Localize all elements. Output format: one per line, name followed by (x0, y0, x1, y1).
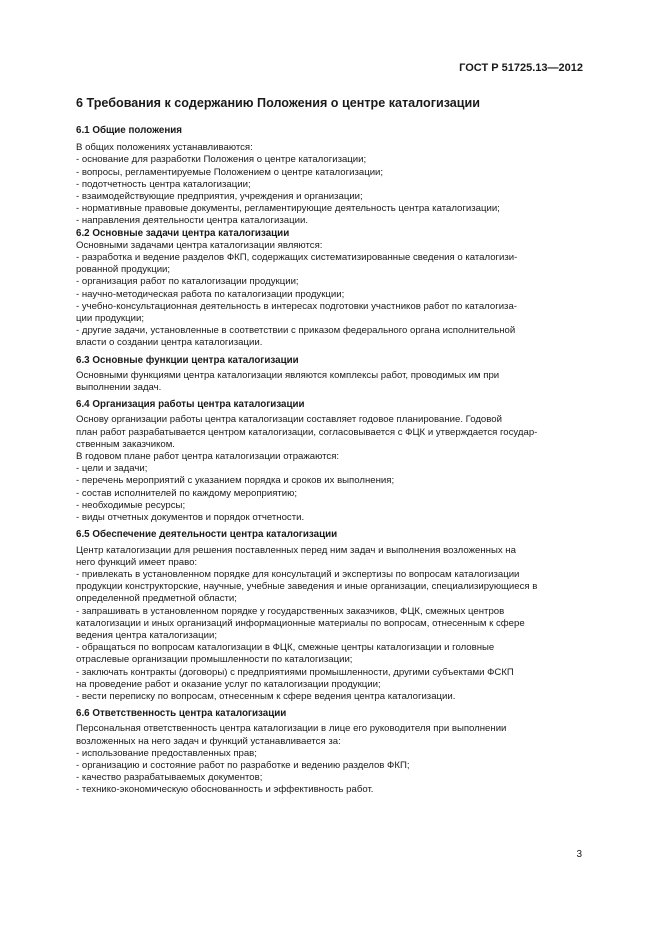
subsection-body-6-3 (76, 370, 583, 394)
document-id: ГОСТ Р 51725.13—2012 (459, 62, 583, 74)
text-line: - запрашивать в установленном порядке у государственных заказчиков, ФЦК, смежных центров (76, 605, 505, 617)
subsection-body-6-1 (76, 142, 583, 227)
text-line: на проведение работ и оказание услуг по каталогизации продукции; (76, 678, 381, 690)
text-line: Персональная ответственность центра каталогизации в лице его руководителя при выполнении (76, 723, 507, 735)
text-line: - разработка и ведение разделов ФКП, содержащих систематизированные сведения о каталогизи- (76, 252, 518, 264)
text-line: - перечень мероприятий с указанием порядка и сроков их выполнения; (76, 475, 395, 487)
subsection-body-6-6 (76, 723, 583, 796)
subsection-title-6-3: 6.3 Основные функции центра каталогизации (76, 354, 299, 366)
text-line: - заключать контракты (договоры) с предприятиями промышленности, другими субъектами ФСКП (76, 666, 514, 678)
subsection-title-6-1: 6.1 Общие положения (76, 125, 183, 136)
page-content (76, 96, 583, 797)
text-line: определенной предметной области; (76, 593, 237, 605)
text-line: него функций имеет право: (76, 556, 198, 568)
text-line: продукции конструкторские, научные, учебные заведения и иные организации, специализирующиеся в (76, 581, 538, 593)
text-line: выполнении задач. (76, 382, 162, 394)
text-line: - необходимые ресурсы; (76, 499, 186, 511)
text-line: - виды отчетных документов и порядок отчетности. (76, 512, 305, 524)
text-line: отраслевые организации промышленности по каталогизации; (76, 654, 353, 666)
text-line: - подотчетность центра каталогизации; (76, 178, 251, 190)
text-line: - нормативные правовые документы, регламентирующие деятельность центра каталогизации; (76, 203, 500, 215)
text-line: - направления деятельности центра каталогизации. (76, 215, 308, 227)
text-line: Центр каталогизации для решения поставленных перед ним задач и выполнения возложенных на (76, 544, 516, 556)
text-line: ведения центра каталогизации; (76, 629, 217, 641)
text-line: - организацию и состояние работ по разработке и ведению разделов ФКП; (76, 759, 410, 771)
text-line: Основу организации работы центра каталогизации составляет годовое планирование. Годовой (76, 414, 502, 426)
subsection-title-6-5: 6.5 Обеспечение деятельности центра каталогизации (76, 529, 338, 541)
text-line: - организация работ по каталогизации продукции; (76, 276, 299, 288)
text-line: - вести переписку по вопросам, отнесенным к сфере ведения центра каталогизации. (76, 690, 456, 702)
text-line: власти о создании центра каталогизации. (76, 337, 263, 349)
text-line: Основными задачами центра каталогизации являются: (76, 239, 323, 251)
text-line: - взаимодействующие предприятия, учреждения и организации; (76, 191, 363, 203)
subsection-title-6-6: 6.6 Ответственность центра каталогизации (76, 708, 287, 720)
text-line: рованной продукции; (76, 264, 171, 276)
text-line: - качество разрабатываемых документов; (76, 772, 263, 784)
text-line: Основными функциями центра каталогизации являются комплексы работ, проводимых им при (76, 369, 500, 381)
text-line: - научно-методическая работа по каталогизации продукции; (76, 288, 345, 300)
text-line: - цели и задачи; (76, 463, 148, 475)
text-line: В общих положениях устанавливаются: (76, 142, 253, 154)
text-line: каталогизации и иных организаций информационные материалы по вопросам, отнесенным к сфере (76, 617, 525, 629)
text-line: В годовом плане работ центра каталогизации отражаются: (76, 451, 340, 463)
subsection-body-6-4 (76, 414, 583, 524)
text-line: - использование предоставленных прав; (76, 747, 257, 759)
text-line: ственным заказчиком. (76, 438, 175, 450)
page-number: 3 (576, 849, 582, 860)
text-line: - вопросы, регламентируемые Положением о центре каталогизации; (76, 166, 384, 178)
text-line: - основание для разработки Положения о центре каталогизации; (76, 154, 367, 166)
text-line: план работ разрабатывается центром каталогизации, согласовывается с ФЦК и утверждается государ- (76, 426, 538, 438)
text-line: - обращаться по вопросам каталогизации в ФЦК, смежные центры каталогизации и головные (76, 642, 495, 654)
text-line: - состав исполнителей по каждому мероприятию; (76, 487, 298, 499)
text-line: - технико-экономическую обоснованность и эффективность работ. (76, 784, 374, 796)
text-line: - учебно-консультационная деятельность в интересах подготовки участников работ по каталогиза- (76, 300, 517, 312)
text-line: ции продукции; (76, 313, 145, 325)
subsection-body-6-2 (76, 240, 583, 350)
text-line: - привлекать в установленном порядке для консультаций и экспертизы по вопросам каталогизации (76, 568, 520, 580)
subsection-title-6-4: 6.4 Организация работы центра каталогизации (76, 399, 305, 411)
subsection-body-6-5 (76, 545, 583, 704)
section-title: 6 Требования к содержанию Положения о центре каталогизации (76, 96, 481, 110)
subsection-title-6-2: 6.2 Основные задачи центра каталогизации (76, 227, 290, 239)
text-line: возложенных на него задач и функций устанавливается за: (76, 735, 341, 747)
text-line: - другие задачи, установленные в соответствии с приказом федерального органа исполнительной (76, 325, 516, 337)
